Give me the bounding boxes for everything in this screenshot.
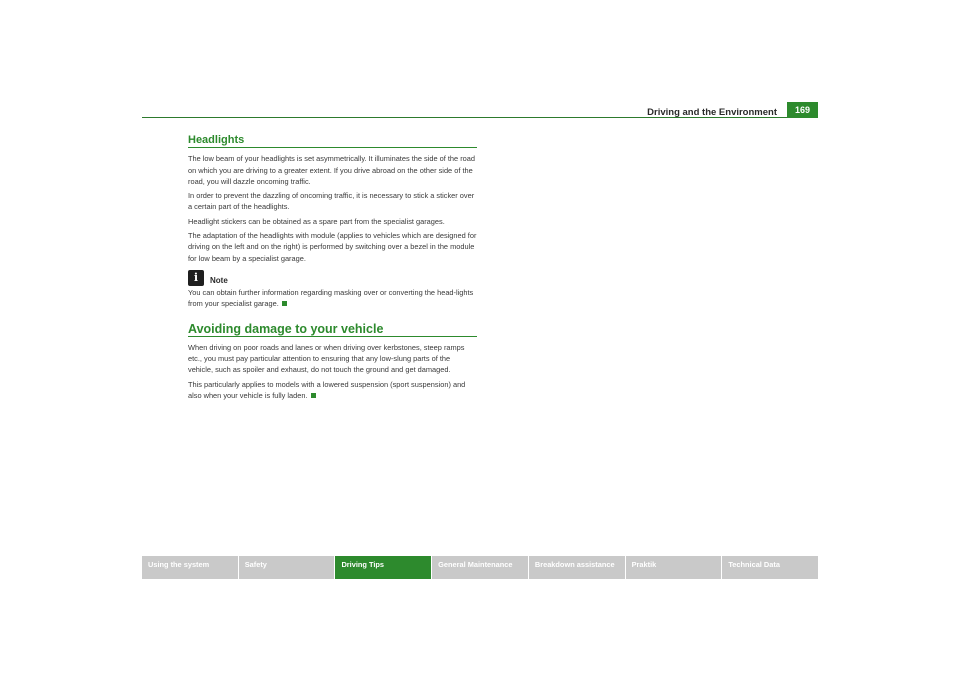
tab-driving-tips[interactable]: Driving Tips [335, 556, 431, 579]
paragraph: In order to prevent the dazzling of oncoming traffic, it is necessary to stick a sticker over a certain part of the headlights. [188, 191, 475, 212]
tab-technical-data[interactable]: Technical Data [722, 556, 818, 579]
content-column [188, 135, 477, 404]
info-icon: i [188, 270, 204, 286]
chapter-title: Driving and the Environment [647, 107, 777, 118]
tab-general-maintenance[interactable]: General Maintenance [432, 556, 528, 579]
tab-using-the-system[interactable]: Using the system [142, 556, 238, 579]
section-end-icon [282, 301, 287, 306]
section-end-icon [311, 393, 316, 398]
paragraph: The low beam of your headlights is set asymmetrically. It illuminates the side of the road on which you are driving to a greater extent. If you drive abroad on the other side of the road, you will dazzle oncoming traffic. [188, 154, 475, 186]
paragraph: When driving on poor roads and lanes or when driving over kerbstones, steep ramps etc., you must pay particular attention to ensuring that any low-slung parts of the vehicle, such as spoiler and exhaust, do not touch the ground and get damaged. [188, 342, 465, 375]
note-label: Note [210, 275, 228, 285]
tab-safety[interactable]: Safety [239, 556, 335, 579]
page-number: 169 [787, 102, 818, 118]
note-text: You can obtain further information regarding masking over or converting the head-lights from your specialist garage. [188, 287, 474, 309]
note-header [188, 270, 477, 286]
section-title-headlights: Headlights [188, 135, 477, 148]
paragraph: Headlight stickers can be obtained as a spare part from the specialist garages. [188, 216, 445, 226]
paragraph: The adaptation of the headlights with module (applies to vehicles which are designed for driving on the left and on the right) is performed by switching over a bezel in the module for low beam by a specialist garage. [188, 231, 477, 263]
paragraph: This particularly applies to models with a lowered suspension (sport suspension) and also when your vehicle is fully laden. [188, 379, 466, 401]
tab-breakdown-assistance[interactable]: Breakdown assistance [529, 556, 625, 579]
tab-praktik[interactable]: Praktik [626, 556, 722, 579]
section-title-avoiding-damage: Avoiding damage to your vehicle [188, 324, 477, 337]
footer-nav [142, 556, 818, 579]
